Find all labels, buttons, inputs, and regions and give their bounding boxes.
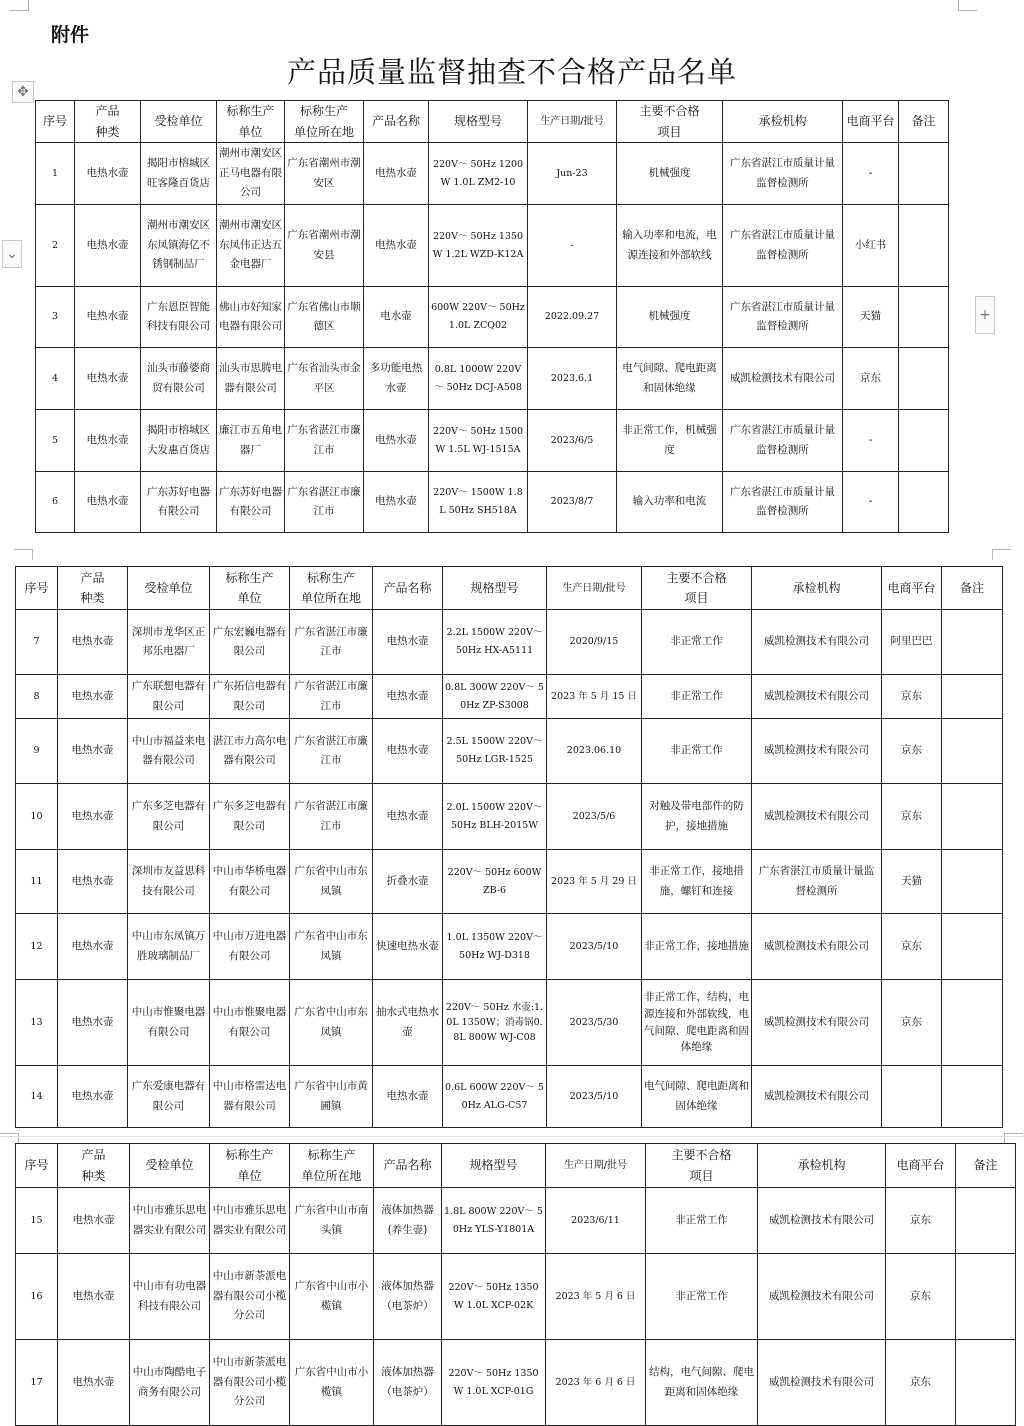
table-row: 6 电热水壶 广东苏好电器有限公司 广东苏好电器有限公司 广东省湛江市廉江市 电热水壶 220V～ 1500W 1.8L 50Hz SH518A 2023/8/7 输入功率和电流 广东省湛江市质量计量监督检测所 - — [36, 472, 949, 533]
header-product-name: 产品名称 — [373, 567, 443, 610]
header-index: 序号 — [36, 101, 75, 143]
crop-mark — [10, 0, 29, 11]
header-remarks: 备注 — [956, 1144, 1016, 1188]
header-product-name: 产品名称 — [364, 101, 429, 143]
table-segment-2 — [15, 566, 1003, 1128]
table-row: 12 电热水壶 中山市东凤镇万胜玻璃制品厂 中山市万进电器有限公司 广东省中山市东凤镇 快速电热水壶 1.0L 1350W 220V～ 50Hz WJ-D318 2023/5/10 非正常工作，接地措施 威凯检测技术有限公司 京东 — [16, 914, 1003, 980]
header-inspected-unit: 受检单位 — [130, 1144, 210, 1188]
header-producer: 标称生产 单位 — [210, 1144, 290, 1188]
table-row: 2 电热水壶 潮州市潮安区东凤镇海亿不锈钢制品厂 潮州市潮安区东凤伟正达五金电器厂 广东省潮州市潮安县 电热水壶 220V～ 50Hz 1350W 1.2L WZD-K12A - 输入功率和电流，电源连接和外部软线 广东省湛江市质量计量监督检测所 小红书 — [36, 205, 949, 287]
table-row: 17 电热水壶 中山市陶酷电子商务有限公司 中山市新荼派电器有限公司小榄分公司 广东省中山市小榄镇 液体加热器（电茶炉） 220V～ 50Hz 1350W 1.0L XCP-01G 2023 年 6 月 6 日 结构，电气间隙、爬电距离和固体绝缘 威凯检测技术有限公司 京东 — [16, 1340, 1016, 1426]
table-row: 4 电热水壶 汕头市藤婆商贸有限公司 汕头市思腾电器有限公司 广东省汕头市金平区 多功能电热水壶 0.8L 1000W 220V～ 50Hz DCJ-A508 2023.6.1 电气间隙、爬电距离和固体绝缘 威凯检测技术有限公司 京东 — [36, 348, 949, 410]
header-platform: 电商平台 — [843, 101, 899, 143]
header-date: 生产日期/批号 — [547, 567, 642, 610]
header-model: 规格型号 — [442, 1144, 546, 1188]
table-row: 1 电热水壶 揭阳市榕城区旺客隆百货店 潮州市潮安区正马电器有限公司 广东省潮州市潮安区 电热水壶 220V～ 50Hz 1200W 1.0L ZM2-10 Jun-23 机械强度 广东省湛江市质量计量监督检测所 - — [36, 143, 949, 205]
table-row: 5 电热水壶 揭阳市榕城区大发惠百货店 廉江市五角电器厂 广东省湛江市廉江市 电热水壶 220V～ 50Hz 1500W 1.5L WJ-1515A 2023/6/5 非正常工作，机械强度 广东省湛江市质量计量监督检测所 - — [36, 410, 949, 472]
header-date: 生产日期/批号 — [546, 1144, 646, 1188]
table-row: 13 电热水壶 中山市惟聚电器有限公司 中山市惟聚电器有限公司 广东省中山市东凤镇 抽水式电热水壶 220V～ 50Hz 水壶:1.0L 1350W；消毒锅0.8L 800W WJ-C08 2023/5/30 非正常工作，结构，电源连接和外部软线，电气间隙、爬电距离和固体绝缘 威凯检测技术有限公司 京东 — [16, 980, 1003, 1066]
header-producer: 标称生产 单位 — [210, 567, 290, 610]
table-row: 11 电热水壶 深圳市友益思科技有限公司 中山市华桥电器有限公司 广东省中山市东凤镇 折叠水壶 220V～ 50Hz 600W ZB-6 2023 年 5 月 29 日 非正常工作，接地措施，螺钉和连接 广东省湛江市质量计量监督检测所 天猫 — [16, 850, 1003, 914]
header-producer-location: 标称生产 单位所在地 — [290, 567, 373, 610]
header-inspected-unit: 受检单位 — [128, 567, 210, 610]
header-inspector: 承检机构 — [752, 567, 882, 610]
page-title: 产品质量监督抽查不合格产品名单 — [286, 55, 737, 89]
header-platform: 电商平台 — [882, 567, 942, 610]
header-inspector: 承检机构 — [723, 101, 843, 143]
table-row: 9 电热水壶 中山市福益来电器有限公司 湛江市力高尔电器有限公司 广东省湛江市廉江市 电热水壶 2.5L 1500W 220V～ 50Hz LGR-1525 2023.06.10 非正常工作 威凯检测技术有限公司 京东 — [16, 719, 1003, 784]
header-producer-location: 标称生产 单位所在地 — [285, 101, 364, 143]
header-inspector: 承检机构 — [758, 1144, 886, 1188]
add-column-button[interactable]: + — [975, 296, 995, 334]
table-row: 14 电热水壶 广东爱康电器有限公司 中山市格雷达电器有限公司 广东省中山市黄圃镇 电热水壶 0.6L 600W 220V～ 50Hz ALG-C57 2023/5/10 电气间隙、爬电距离和固体绝缘 威凯检测技术有限公司 — [16, 1066, 1003, 1128]
header-producer: 标称生产 单位 — [217, 101, 285, 143]
header-product-name: 产品名称 — [374, 1144, 442, 1188]
table-row: 7 电热水壶 深圳市龙华区正邦乐电器厂 广东宏巍电器有限公司 广东省湛江市廉江市 电热水壶 2.2L 1500W 220V～ 50Hz HX-A5111 2020/9/15 非正常工作 威凯检测技术有限公司 阿里巴巴 — [16, 610, 1003, 675]
header-producer-location: 标称生产 单位所在地 — [290, 1144, 374, 1188]
header-platform: 电商平台 — [886, 1144, 956, 1188]
crop-mark — [14, 549, 33, 560]
header-defect: 主要不合格 项目 — [617, 101, 723, 143]
header-remarks: 备注 — [942, 567, 1003, 610]
header-category: 产品 种类 — [75, 101, 141, 143]
table-row: 16 电热水壶 中山市有功电器科技有限公司 中山市新荼派电器有限公司小榄分公司 广东省中山市小榄镇 液体加热器（电茶炉） 220V～ 50Hz 1350W 1.0L XCP-02K 2023 年 5 月 6 日 非正常工作 威凯检测技术有限公司 京东 — [16, 1254, 1016, 1340]
header-index: 序号 — [16, 1144, 58, 1188]
table-row: 15 电热水壶 中山市雅乐思电器实业有限公司 中山市雅乐思电器实业有限公司 广东省中山市南头镇 液体加热器(养生壶) 1.8L 800W 220V～ 50Hz YLS-Y1801A 2023/6/11 非正常工作 威凯检测技术有限公司 京东 — [16, 1188, 1016, 1254]
table-segment-1 — [35, 100, 949, 533]
attachment-label: 附件 — [51, 24, 90, 46]
header-model: 规格型号 — [443, 567, 547, 610]
header-defect: 主要不合格 项目 — [646, 1144, 758, 1188]
crop-mark — [992, 549, 1011, 560]
header-category: 产品 种类 — [58, 1144, 130, 1188]
table-row: 10 电热水壶 广东多芝电器有限公司 广东多芝电器有限公司 广东省湛江市廉江市 电热水壶 2.0L 1500W 220V～ 50Hz BLH-2015W 2023/5/6 对触及带电部件的防护，接地措施 威凯检测技术有限公司 京东 — [16, 784, 1003, 850]
table-row: 8 电热水壶 广东联想电器有限公司 广东拓信电器有限公司 广东省湛江市廉江市 电热水壶 0.8L 300W 220V～ 50Hz ZP-S3008 2023 年 5 月 15 日 非正常工作 威凯检测技术有限公司 京东 — [16, 675, 1003, 719]
header-date: 生产日期/批号 — [528, 101, 617, 143]
collapse-chevron-icon[interactable]: ⌄ — [2, 240, 22, 268]
header-inspected-unit: 受检单位 — [141, 101, 217, 143]
header-category: 产品 种类 — [58, 567, 128, 610]
move-table-handle[interactable]: ✥ — [12, 81, 34, 103]
page-break-line — [0, 1136, 1024, 1137]
crop-mark — [958, 0, 977, 11]
header-index: 序号 — [16, 567, 58, 610]
table-segment-3 — [15, 1143, 1016, 1426]
table-row: 3 电热水壶 广东恩臣智能科技有限公司 佛山市好知家电器有限公司 广东省佛山市顺德区 电水壶 600W 220V～ 50Hz 1.0L ZCQ02 2022.09.27 机械强度 广东省湛江市质量计量监督检测所 天猫 — [36, 287, 949, 348]
header-remarks: 备注 — [899, 101, 949, 143]
header-model: 规格型号 — [429, 101, 528, 143]
header-defect: 主要不合格 项目 — [642, 567, 752, 610]
